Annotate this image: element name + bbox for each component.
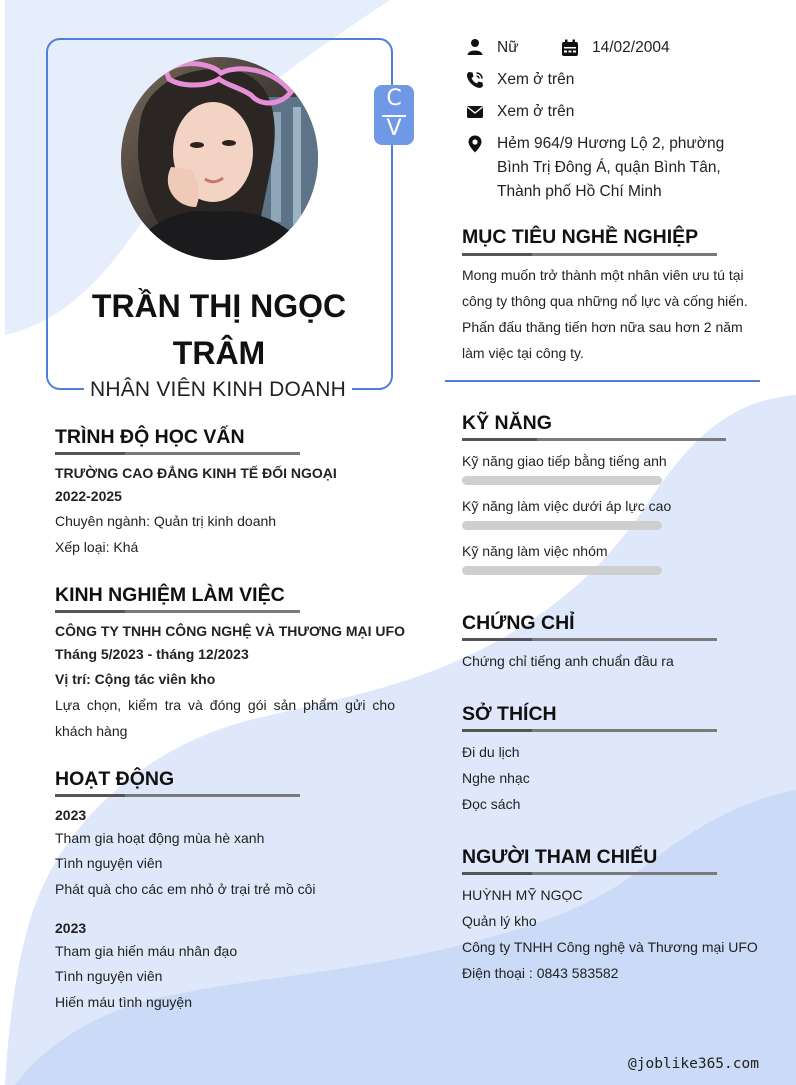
candidate-name: TRẦN THỊ NGỌC TRÂM: [91, 288, 347, 371]
activity-year: 2023: [55, 807, 87, 823]
activity-item: Hiến máu tình nguyện: [55, 994, 192, 1010]
person-icon: [466, 38, 484, 56]
education-rule: [55, 452, 300, 455]
activities-rule: [55, 794, 300, 797]
experience-company: CÔNG TY TNHH CÔNG NGHỆ VÀ THƯƠNG MẠI UFO: [55, 623, 405, 639]
career-objective-rule: [462, 253, 717, 256]
career-objective-text: [462, 262, 754, 366]
activity-year: 2023: [55, 920, 87, 936]
section-divider: [445, 380, 760, 382]
avatar: [121, 57, 318, 260]
certificates-title: CHỨNG CHỈ: [462, 612, 575, 634]
activity-item: Tình nguyện viên: [55, 855, 163, 871]
certificates-rule: [462, 638, 717, 641]
objective-line: làm việc tại công ty.: [462, 345, 584, 361]
cv-badge: [374, 85, 414, 145]
objective-line: Phấn đấu thăng tiến hơn nữa sau hơn 2 năm: [462, 319, 743, 335]
skill-label: Kỹ năng giao tiếp bằng tiếng anh: [462, 453, 667, 469]
footer-watermark: @joblike365.com: [628, 1056, 759, 1072]
activities-title: HOẠT ĐỘNG: [55, 768, 175, 790]
mail-icon: [466, 103, 484, 121]
experience-description: Lựa chọn, kiểm tra và đóng gói sản phẩm gửi cho khách hàng: [55, 697, 395, 739]
address-line-1: Hẻm 964/9 Hương Lộ 2, phường: [497, 135, 725, 152]
education-grade: Xếp loại: Khá: [55, 539, 139, 555]
cv-badge-top: C: [386, 86, 402, 111]
birthday-value: 14/02/2004: [592, 39, 670, 56]
hobbies-rule: [462, 729, 717, 732]
location-pin-icon: [466, 135, 484, 153]
address-line-2: Bình Trị Đông Á, quận Bình Tân,: [497, 159, 721, 176]
hobby-item: Nghe nhạc: [462, 770, 530, 786]
activity-item: Tham gia hoạt động mùa hè xanh: [55, 830, 265, 846]
hobbies-title: SỞ THÍCH: [462, 703, 557, 725]
education-school: TRƯỜNG CAO ĐẲNG KINH TẾ ĐỐI NGOẠI: [55, 465, 337, 481]
activity-item: Tham gia hiến máu nhân đạo: [55, 943, 238, 959]
skill-level-bar: [462, 476, 662, 485]
skills-title: KỸ NĂNG: [462, 412, 552, 434]
address-line-3: Thành phố Hồ Chí Minh: [497, 183, 662, 200]
reference-rule: [462, 872, 717, 875]
education-title: TRÌNH ĐỘ HỌC VẤN: [55, 426, 245, 448]
hobby-item: Đọc sách: [462, 796, 521, 812]
experience-rule: [55, 610, 300, 613]
reference-phone: Điện thoại : 0843 583582: [462, 965, 619, 981]
objective-line: Mong muốn trở thành một nhân viên ưu tú tại: [462, 267, 744, 283]
reference-name: HUỲNH MỸ NGỌC: [462, 887, 583, 903]
skill-level-bar: [462, 521, 662, 530]
experience-position: Vị trí: Cộng tác viên kho: [55, 671, 216, 687]
skills-rule: [462, 438, 726, 441]
phone-value: Xem ở trên: [497, 71, 575, 88]
hobby-item: Đi du lịch: [462, 744, 520, 760]
objective-line: công ty thông qua những nổ lực và cống hiến.: [462, 293, 748, 309]
activity-item: Phát quà cho các em nhỏ ở trại trẻ mồ côi: [55, 881, 316, 897]
phone-icon: [466, 71, 484, 89]
reference-title: NGƯỜI THAM CHIẾU: [462, 846, 658, 868]
education-period: 2022-2025: [55, 488, 122, 504]
education-major: Chuyên ngành: Quản trị kinh doanh: [55, 513, 277, 529]
career-objective-title: MỤC TIÊU NGHỀ NGHIỆP: [462, 226, 699, 248]
reference-role: Quản lý kho: [462, 913, 537, 929]
skill-label: Kỹ năng làm việc nhóm: [462, 543, 608, 559]
calendar-icon: [561, 39, 579, 57]
cv-badge-bottom: V: [386, 116, 402, 141]
email-value: Xem ở trên: [497, 103, 575, 120]
certificate-item: Chứng chỉ tiếng anh chuẩn đầu ra: [462, 653, 674, 669]
skill-label: Kỹ năng làm việc dưới áp lực cao: [462, 498, 672, 514]
experience-title: KINH NGHIỆM LÀM VIỆC: [55, 584, 285, 606]
skill-level-bar: [462, 566, 662, 575]
gender-value: Nữ: [497, 39, 519, 56]
experience-period: Tháng 5/2023 - tháng 12/2023: [55, 646, 249, 662]
activity-item: Tình nguyện viên: [55, 968, 163, 984]
job-title: NHÂN VIÊN KINH DOANH: [89, 378, 347, 401]
reference-company: Công ty TNHH Công nghệ và Thương mại UFO: [462, 939, 758, 955]
